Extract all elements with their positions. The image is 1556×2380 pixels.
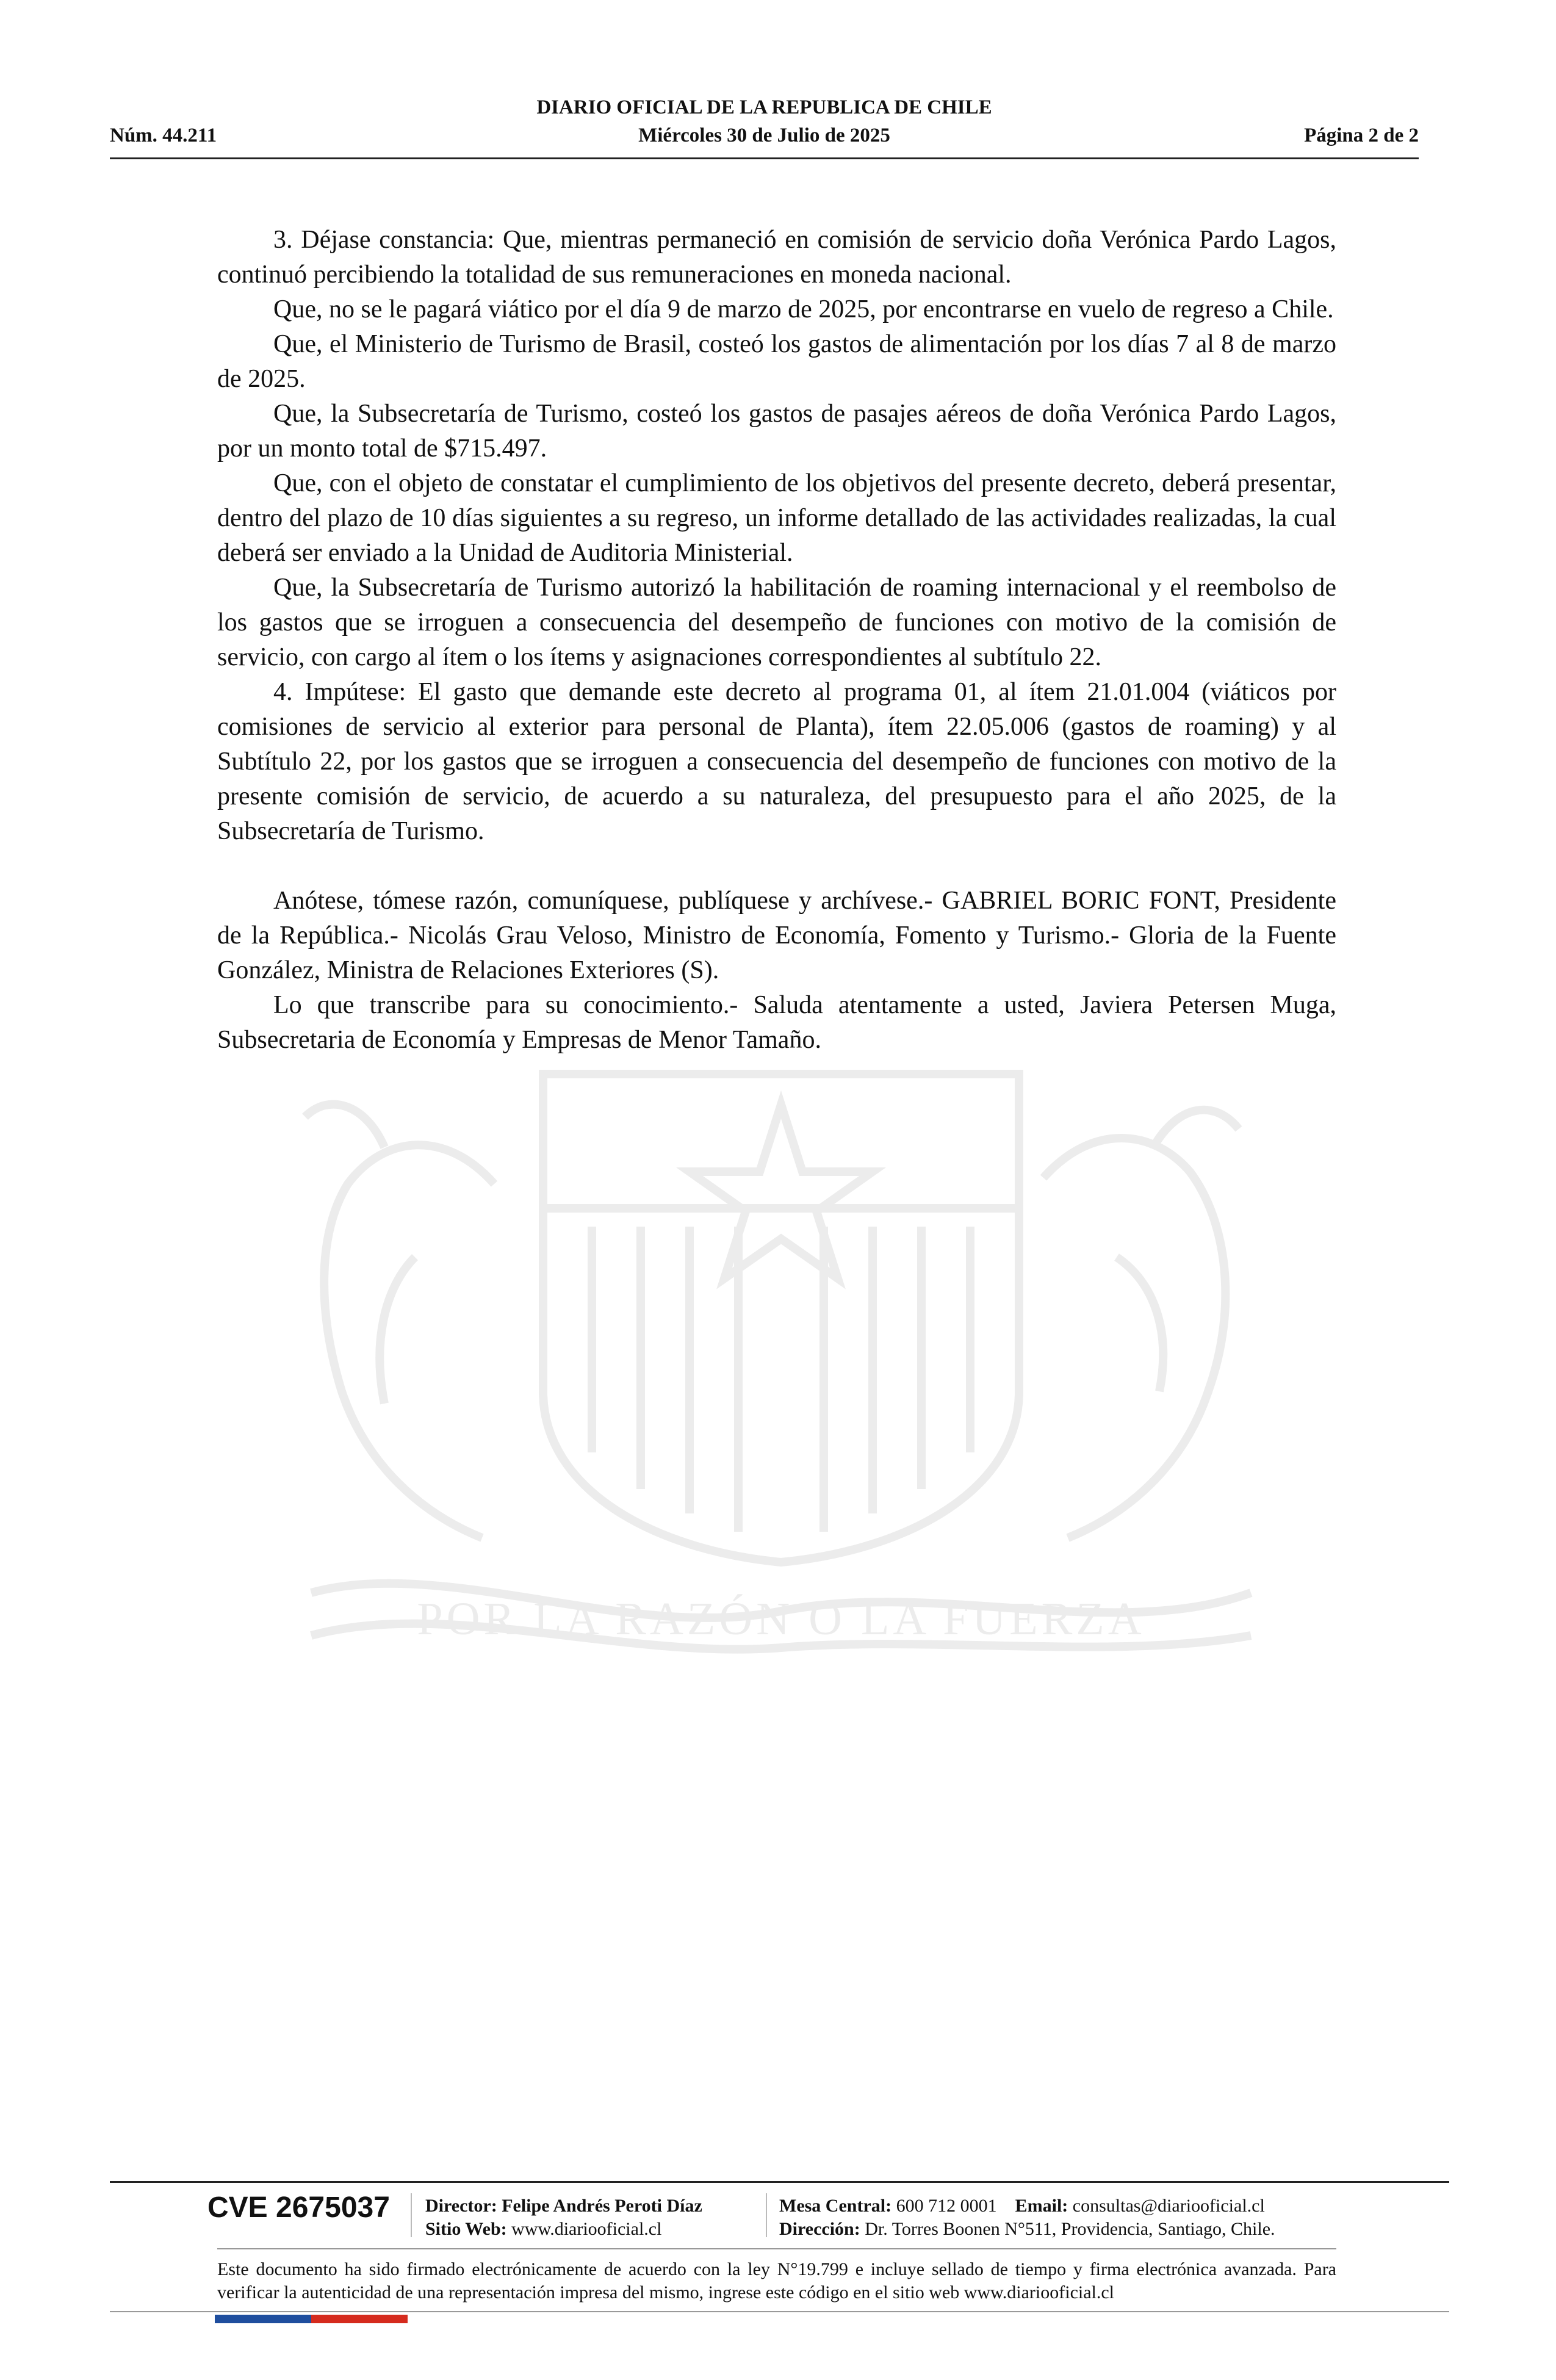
footer-contact-block [779, 2194, 1275, 2241]
footer-separator [766, 2193, 767, 2237]
phone-number: 600 712 0001 [896, 2196, 997, 2216]
header-divider [110, 157, 1419, 159]
footer-separator [411, 2193, 412, 2237]
website-link[interactable]: www.diariooficial.cl [511, 2219, 662, 2239]
email-label: Email: [1015, 2196, 1068, 2216]
phone-label: Mesa Central: [779, 2196, 892, 2216]
paragraph-roaming: Que, la Subsecretaría de Turismo autorizó la habilitación de roaming internacional y el reembolso de los gastos que se irroguen a consecuencia del desempeño de funciones con motivo de la comisión de servicio, con cargo al ítem o los ítems y asignaciones correspondientes al subtítulo 22. [217, 574, 1336, 671]
page-header [110, 93, 1419, 160]
footer-divider-bottom [110, 2311, 1449, 2312]
paragraph-constancia: 3. Déjase constancia: Que, mientras permaneció en comisión de servicio doña Verónica Pardo Lagos, continuó percibiendo la totalidad de sus remuneraciones en moneda nacional. [217, 226, 1336, 289]
address-value: Dr. Torres Boonen N°511, Providencia, Santiago, Chile. [865, 2219, 1275, 2239]
legal-notice: Este documento ha sido firmado electrónicamente de acuerdo con la ley N°19.799 e incluye sellado de tiempo y firma electrónica avanzada. Para verificar la autenticidad de una representación impresa del mismo, ingrese este código en el sitio web www.diariooficial.cl [217, 2259, 1336, 2302]
footer-divider-middle [217, 2248, 1336, 2249]
address-label: Dirección: [779, 2219, 860, 2239]
paragraph-transcribe: Lo que transcribe para su conocimiento.- Saluda atentamente a usted, Javiera Petersen Muga, Subsecretaria de Economía y Empresas de Menor Tamaño. [217, 991, 1336, 1054]
website-label: Sitio Web: [425, 2219, 507, 2239]
publication-title: DIARIO OFICIAL DE LA REPUBLICA DE CHILE [536, 96, 992, 118]
paragraph-pasajes: Que, la Subsecretaría de Turismo, costeó los gastos de pasajes aéreos de doña Verónica Pardo Lagos, por un monto total de $715.497. [217, 400, 1336, 463]
decree-body [217, 223, 1336, 1058]
issue-number: Núm. 44.211 [110, 124, 217, 146]
paragraph-alimentacion: Que, el Ministerio de Turismo de Brasil, costeó los gastos de alimentación por los días 7 al 8 de marzo de 2025. [217, 330, 1336, 393]
flag-blue-segment [215, 2315, 311, 2323]
coat-of-arms-watermark-icon [201, 1025, 1361, 1666]
flag-red-segment [311, 2315, 408, 2323]
paragraph-informe: Que, con el objeto de constatar el cumplimiento de los objetivos del presente decreto, deberá presentar, dentro del plazo de 10 días siguientes a su regreso, un informe detallado de las actividades realizadas, la cual deberá ser enviado a la Unidad de Auditoria Ministerial. [217, 469, 1336, 567]
paragraph-signatures: Anótese, tómese razón, comuníquese, publíquese y archívese.- GABRIEL BORIC FONT, Presidente de la República.- Nicolás Grau Veloso, Ministro de Economía, Fomento y Turismo.- Gloria de la Fuente González, Ministra de Relaciones Exteriores (S). [217, 887, 1336, 984]
paragraph-viatico: Que, no se le pagará viático por el día 9 de marzo de 2025, por encontrarse en vuelo de regreso a Chile. [273, 295, 1334, 323]
flag-stripe [215, 2315, 408, 2323]
paragraph-imputese: 4. Impútese: El gasto que demande este decreto al programa 01, al ítem 21.01.004 (viáticos por comisiones de servicio al exterior para personal de Planta), ítem 22.05.006 (gastos de roaming) y al Subtítulo 22, por los gastos que se irroguen a consecuencia del desempeño de funciones con motivo de la presente comisión de servicio, de acuerdo a su naturaleza, del presupuesto para el año 2025, de la Subsecretaría de Turismo. [217, 678, 1336, 845]
footer-director-block [425, 2194, 702, 2241]
email-link[interactable]: consultas@diariooficial.cl [1072, 2196, 1265, 2216]
publication-date: Miércoles 30 de Julio de 2025 [638, 124, 890, 146]
footer-divider-top [110, 2181, 1449, 2183]
director-label: Director: [425, 2196, 497, 2216]
watermark-motto: POR LA RAZÓN O LA FUERZA [417, 1593, 1145, 1645]
director-name: Felipe Andrés Peroti Díaz [502, 2196, 702, 2216]
cve-code: CVE 2675037 [207, 2191, 390, 2224]
page-indicator: Página 2 de 2 [1304, 124, 1419, 146]
